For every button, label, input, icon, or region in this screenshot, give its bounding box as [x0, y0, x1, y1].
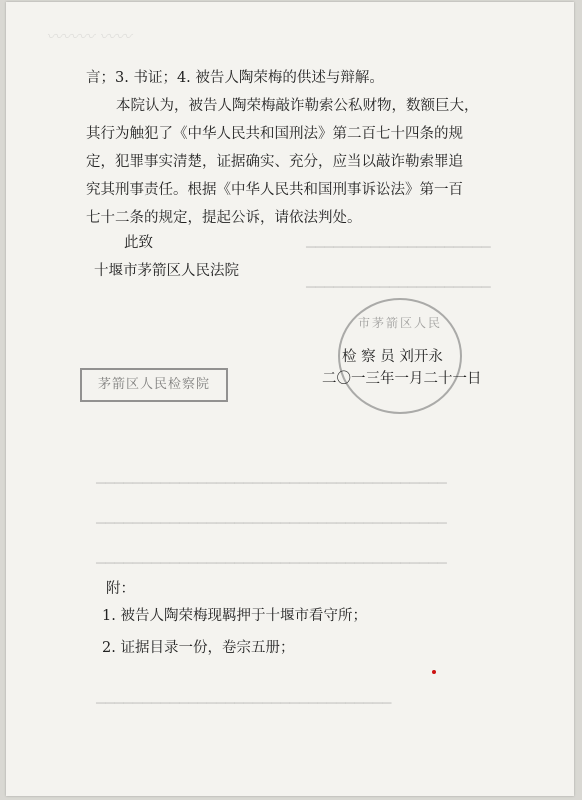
body-line: 本院认为，被告人陶荣梅敲诈勒索公私财物，数额巨大， [116, 98, 479, 114]
document-page [6, 2, 574, 796]
prosecutor-signature: 检 察 员 刘开永 [342, 349, 443, 365]
document-date: 二〇一三年一月二十一日 [322, 371, 482, 387]
addressee: 十堰市茅箭区人民法院 [94, 263, 239, 279]
attachments-heading: 附： [106, 581, 135, 597]
attachment-item: 2. 证据目录一份，卷宗五册； [102, 640, 295, 656]
attachment-item: 1. 被告人陶荣梅现羁押于十堰市看守所； [102, 608, 367, 624]
bleed-through-line: ▁▁▁▁▁▁▁▁▁▁▁▁▁▁▁▁▁▁▁▁▁▁▁▁▁▁▁▁▁▁▁▁▁▁▁▁▁▁ [96, 510, 447, 524]
body-line: 定，犯罪事实清楚，证据确实、充分，应当以敲诈勒索罪追 [86, 154, 463, 170]
bleed-through-line: ▁▁▁▁▁▁▁▁▁▁▁▁▁▁▁▁▁▁▁▁▁▁▁▁▁▁▁▁▁▁▁▁▁▁▁▁▁▁ [96, 470, 447, 484]
body-line: 言；3. 书证；4. 被告人陶荣梅的供述与辩解。 [86, 70, 384, 86]
body-line: 究其刑事责任。根据《中华人民共和国刑事诉讼法》第一百 [86, 182, 463, 198]
faint-scribble: 〰〰〰 〰〰 [46, 27, 132, 46]
round-seal-text: 市茅箭区人民 [358, 316, 443, 330]
rect-stamp: 茅箭区人民检察院 [80, 368, 228, 402]
body-line: 七十二条的规定，提起公诉，请依法判处。 [86, 210, 362, 226]
closing-salutation: 此致 [124, 235, 153, 251]
document-body [6, 2, 574, 796]
body-line: 其行为触犯了《中华人民共和国刑法》第二百七十四条的规 [86, 126, 463, 142]
bleed-through-line: ▁▁▁▁▁▁▁▁▁▁▁▁▁▁▁▁▁▁▁▁▁▁▁▁▁▁▁▁▁▁▁▁ [96, 690, 392, 704]
bleed-through-line: ▁▁▁▁▁▁▁▁▁▁▁▁▁▁▁▁▁▁▁▁▁▁▁▁▁▁▁▁▁▁▁▁▁▁▁▁▁▁ [96, 550, 447, 564]
bleed-through-line: ▁▁▁▁▁▁▁▁▁▁▁▁▁▁▁▁▁▁▁▁ [306, 234, 491, 248]
bleed-through-line: ▁▁▁▁▁▁▁▁▁▁▁▁▁▁▁▁▁▁▁▁ [306, 274, 491, 288]
